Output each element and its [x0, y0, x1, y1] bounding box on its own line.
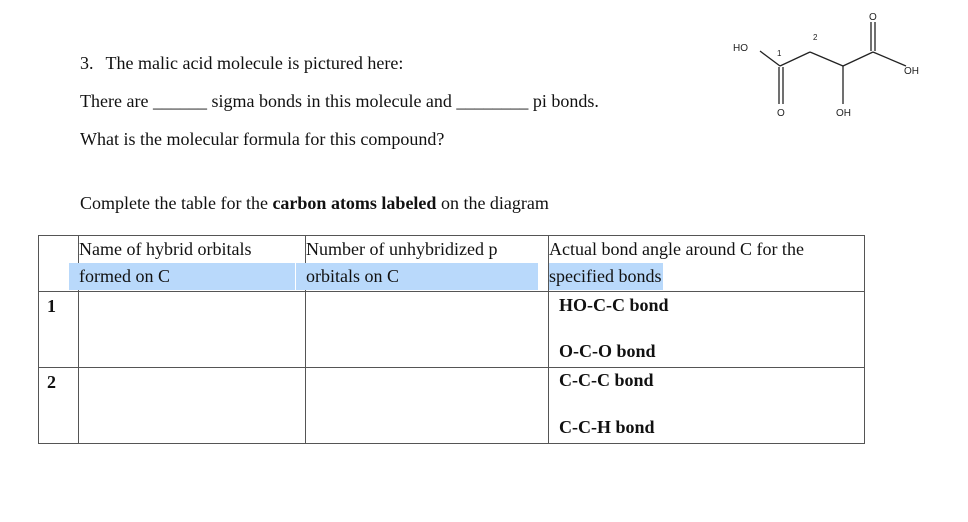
bond-label: C-C-H bond [559, 417, 655, 437]
pi-blank[interactable]: ________ [456, 91, 529, 111]
table-row [39, 368, 865, 444]
bond-label: HO-C-C bond [559, 295, 669, 315]
sigma-blank[interactable]: ______ [152, 91, 207, 111]
formula-question: What is the molecular formula for this compound? [80, 129, 445, 149]
header-bond-angle: Actual bond angle around C for the specified bonds [549, 236, 865, 292]
table-header-row [39, 236, 865, 292]
unhybridized-p-cell-2[interactable] [306, 368, 549, 444]
malic-acid-structure [728, 12, 968, 132]
label-oh-bottom: OH [836, 108, 851, 119]
label-o-top: O [869, 12, 877, 23]
question-intro-line [80, 53, 403, 74]
label-o-bottom: O [777, 108, 785, 119]
row-label-2: 2 [39, 368, 79, 444]
question-intro: The malic acid molecule is pictured here: [105, 53, 404, 73]
carbon-atoms-labeled: carbon atoms labeled [272, 193, 437, 213]
header-hybrid-orbitals: Name of hybrid orbitals formed on C [79, 236, 306, 292]
bond-c2-c3 [810, 52, 843, 66]
label-carbon-1: 1 [777, 49, 782, 58]
sigma-pre-text: There are [80, 91, 149, 111]
row-label-1: 1 [39, 292, 79, 368]
bond-c3-c4 [843, 52, 873, 66]
bond-label: C-C-C bond [559, 370, 654, 390]
table-row [39, 292, 865, 368]
bond-c4-oh [873, 52, 906, 66]
hybrid-orbital-cell-1[interactable] [79, 292, 306, 368]
sigma-pi-line [80, 91, 599, 112]
bond-label: O-C-O bond [559, 341, 656, 361]
label-ho: HO [733, 43, 748, 54]
bond-angle-cell-2[interactable] [549, 368, 865, 444]
carbon-table [38, 235, 865, 444]
hybrid-orbital-cell-2[interactable] [79, 368, 306, 444]
sigma-mid-text: sigma bonds in this molecule and [211, 91, 452, 111]
label-carbon-2: 2 [813, 33, 818, 42]
label-oh-right: OH [904, 66, 919, 77]
pi-post-text: pi bonds. [532, 91, 599, 111]
unhybridized-p-cell-1[interactable] [306, 292, 549, 368]
bond-angle-cell-1[interactable] [549, 292, 865, 368]
question-number: 3. [80, 53, 94, 73]
table-instruction: Complete the table for the carbon atoms labeled on the diagram [80, 193, 549, 213]
bond-c1-c2 [780, 52, 810, 66]
header-unhybridized-p: Number of unhybridized p orbitals on C [306, 236, 549, 292]
